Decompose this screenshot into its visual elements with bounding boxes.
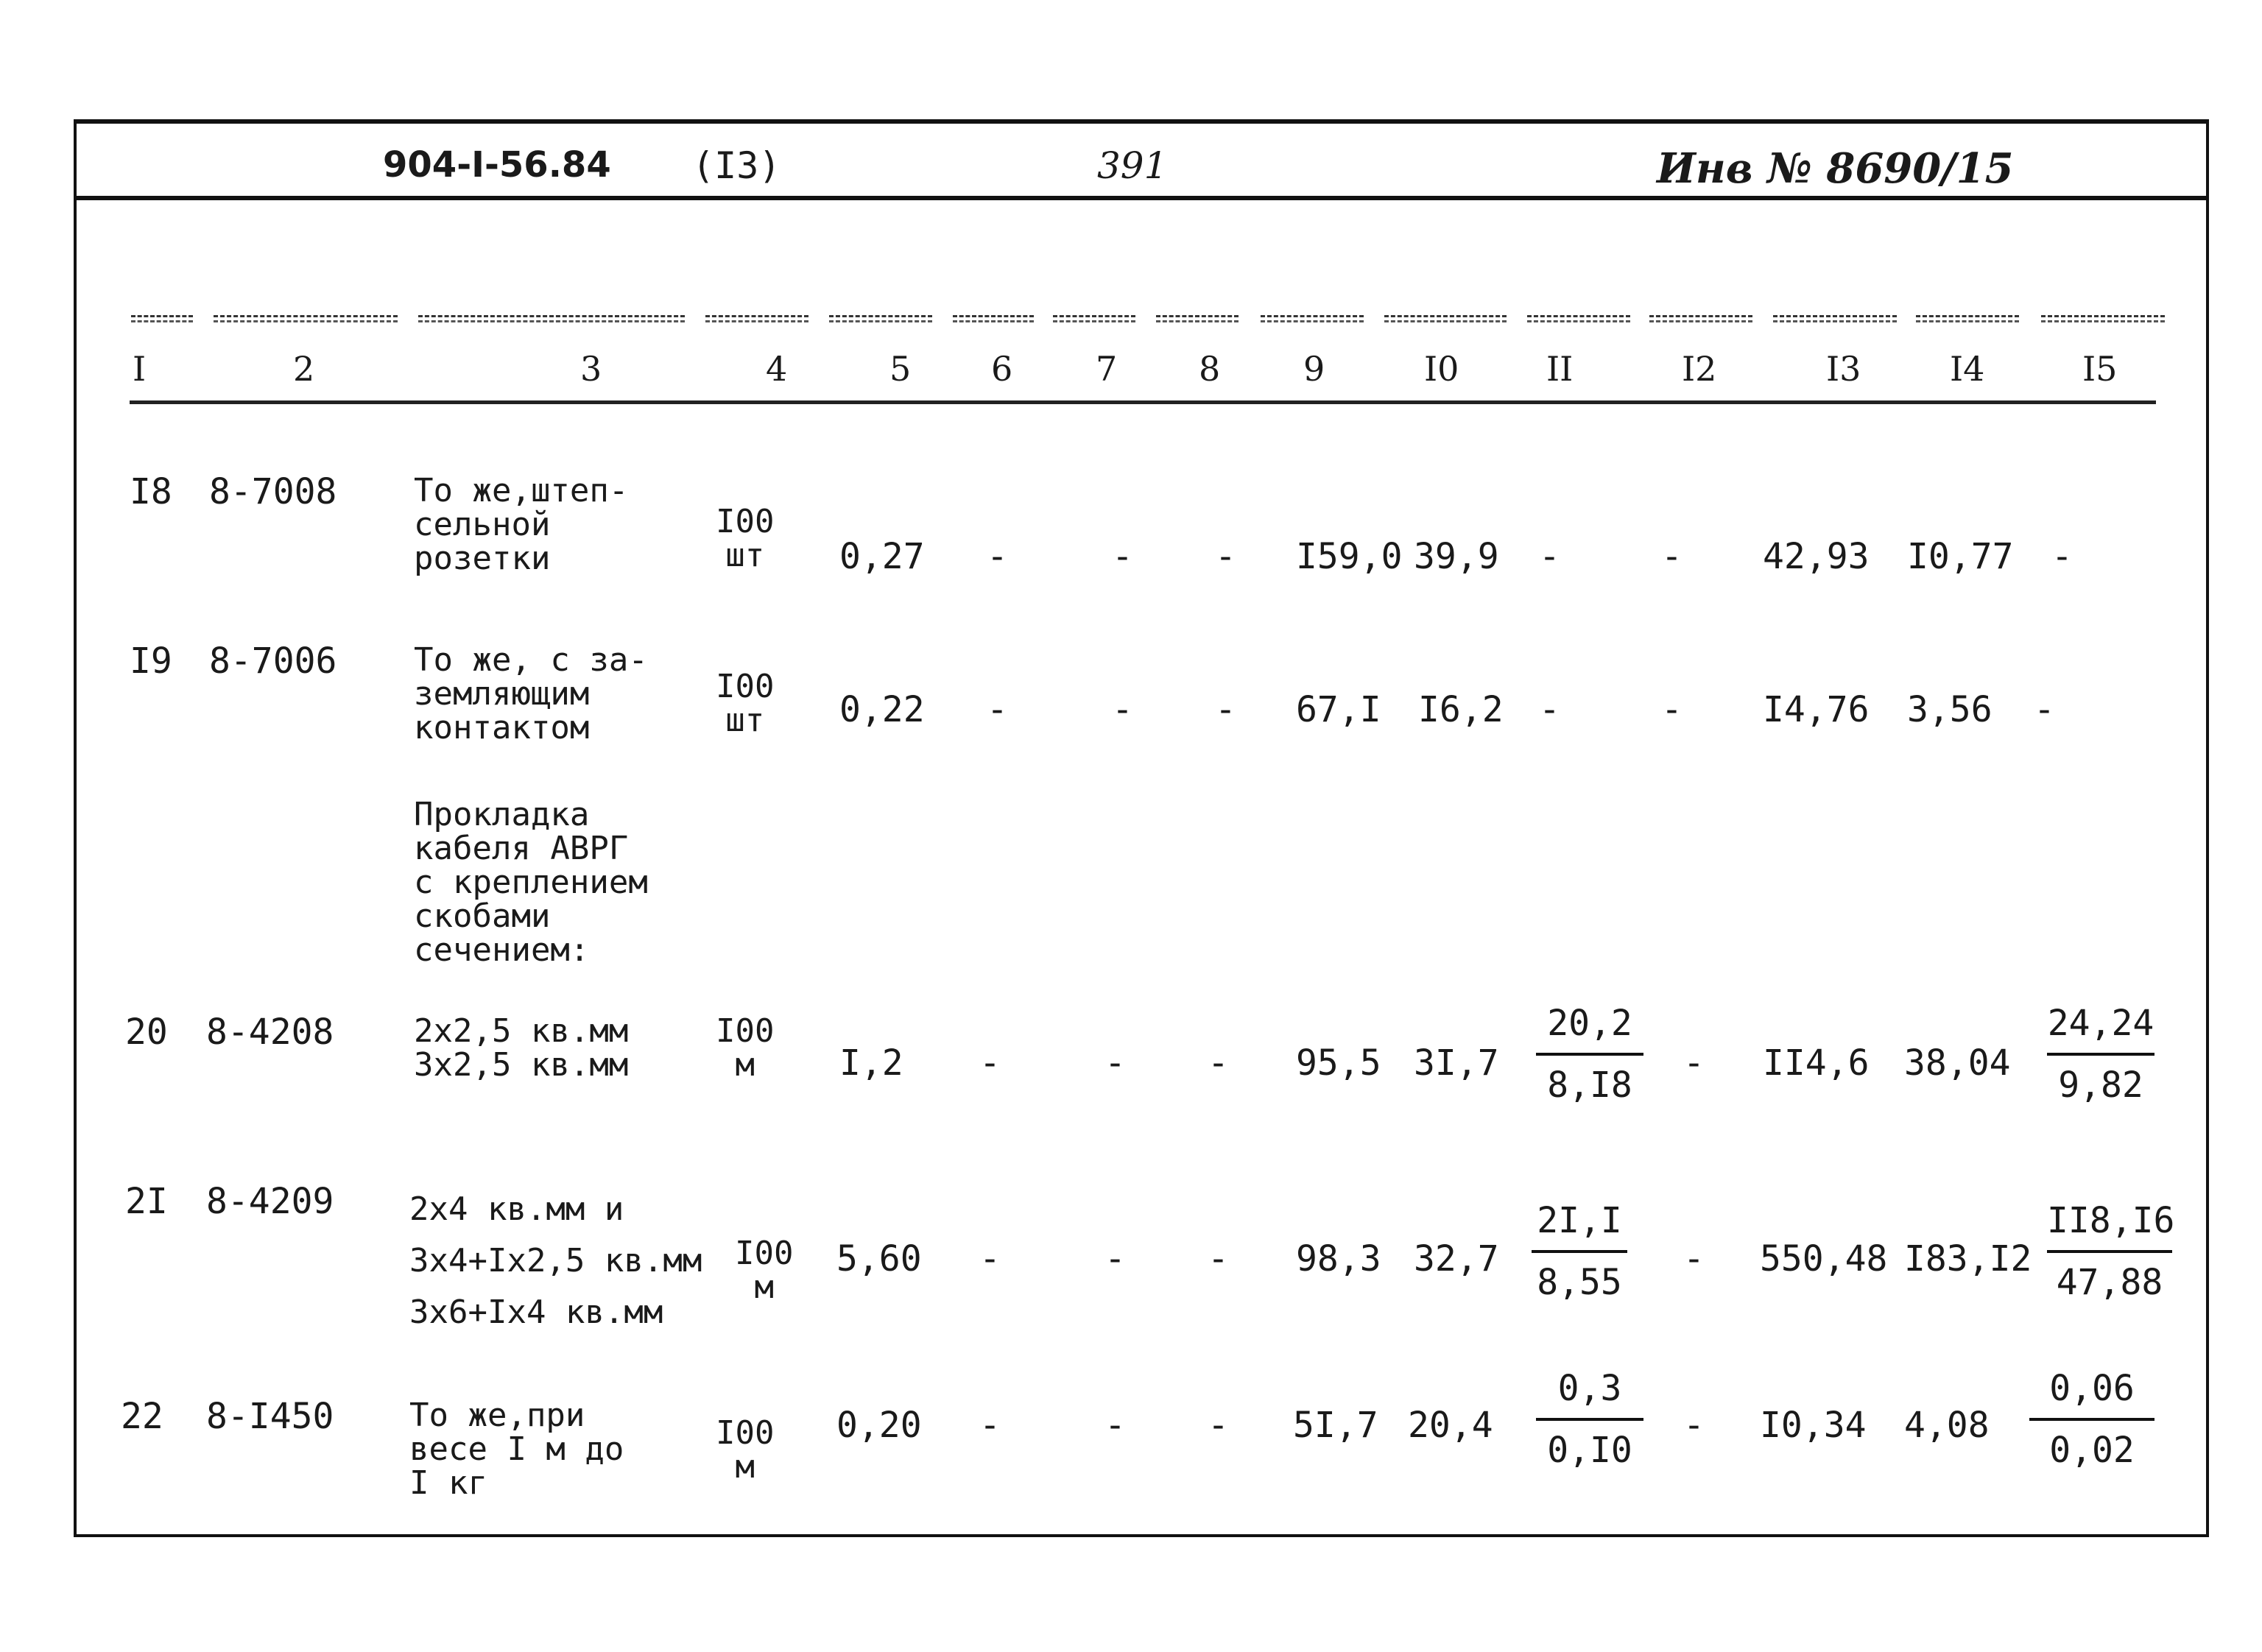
- fraction-denominator: 8,55: [1537, 1262, 1622, 1303]
- column-number: 9: [1303, 349, 1325, 389]
- quantity: 5,60: [836, 1238, 922, 1279]
- fraction-denominator: 9,82: [2058, 1065, 2143, 1106]
- work-description: То же,штеп- сельной розетки: [414, 472, 629, 577]
- column-number: 4: [766, 349, 788, 389]
- fraction-numerator: 0,06: [2049, 1368, 2135, 1409]
- col7-value: -: [1104, 1238, 1126, 1279]
- col10-value: 39,9: [1414, 536, 1499, 577]
- col9-value: 5I,7: [1293, 1405, 1378, 1446]
- document-code: 904-I-56.84: [383, 144, 611, 186]
- column-dash: [1384, 315, 1507, 322]
- col6-value: -: [979, 1238, 1001, 1279]
- work-description: 2х4 кв.мм и 3х4+Iх2,5 кв.мм 3х6+Iх4 кв.мм: [409, 1190, 702, 1331]
- col10-value: 32,7: [1414, 1238, 1499, 1279]
- work-description: То же,при весе I м до I кг: [409, 1397, 624, 1502]
- col6-value: -: [979, 1405, 1001, 1446]
- row-number: 22: [121, 1396, 163, 1437]
- col8-value: -: [1208, 1238, 1229, 1279]
- col11-value: -: [1539, 536, 1560, 577]
- column-dash: [131, 315, 193, 322]
- rate-code: 8-4208: [206, 1012, 334, 1053]
- column-number: 2: [293, 349, 315, 389]
- fraction-bar: [1536, 1053, 1643, 1056]
- col7-value: -: [1104, 1042, 1126, 1084]
- col9-value: 98,3: [1296, 1238, 1381, 1279]
- rate-code: 8-I450: [206, 1396, 334, 1437]
- col8-value: -: [1208, 1405, 1229, 1446]
- column-dash: [1527, 315, 1630, 322]
- column-number: I5: [2082, 349, 2118, 389]
- col8-value: -: [1215, 536, 1236, 577]
- column-dash: [829, 315, 932, 322]
- column-number: I0: [1424, 349, 1459, 389]
- quantity: 0,22: [839, 689, 925, 730]
- row-number: 2I: [125, 1181, 168, 1222]
- col13-value: 42,93: [1763, 536, 1870, 577]
- fraction-numerator: 2I,I: [1537, 1200, 1622, 1241]
- col6-value: -: [979, 1042, 1001, 1084]
- quantity: 0,20: [836, 1405, 922, 1446]
- row-number: 20: [125, 1012, 168, 1053]
- column-number: 3: [580, 349, 602, 389]
- col14-value: I0,77: [1907, 536, 2014, 577]
- work-description: То же, с за- земляющим контактом: [414, 641, 648, 746]
- col7-value: -: [1112, 689, 1133, 730]
- quantity: I,2: [839, 1042, 903, 1084]
- inventory-number: Инв № 8690/15: [1657, 144, 2014, 193]
- row-number: I9: [130, 640, 172, 682]
- fraction-bar: [1532, 1250, 1627, 1253]
- col15-fraction: [2029, 1368, 2154, 1471]
- fraction-denominator: 47,88: [2056, 1262, 2163, 1303]
- column-dash: [705, 315, 808, 322]
- col9-value: 95,5: [1296, 1042, 1381, 1084]
- col11-fraction: [1536, 1003, 1643, 1106]
- col8-value: -: [1215, 689, 1236, 730]
- col11-fraction: [1536, 1368, 1643, 1471]
- col13-value: 550,48: [1760, 1238, 1888, 1279]
- unit-of-measure: I00 м: [716, 1414, 775, 1486]
- col14-value: 3,56: [1907, 689, 1993, 730]
- col7-value: -: [1112, 536, 1133, 577]
- col14-value: I83,I2: [1904, 1238, 2032, 1279]
- col10-value: 3I,7: [1414, 1042, 1499, 1084]
- column-dash: [418, 315, 685, 322]
- work-description: 2х2,5 кв.мм 3х2,5 кв.мм: [414, 1012, 629, 1084]
- fraction-bar: [1536, 1418, 1643, 1421]
- column-dash: [1053, 315, 1135, 322]
- fraction-denominator: 0,I0: [1547, 1430, 1632, 1471]
- header-divider: [74, 196, 2209, 200]
- col15-fraction: [2047, 1200, 2175, 1303]
- column-number: I: [133, 349, 147, 389]
- col6-value: -: [987, 689, 1008, 730]
- col11-fraction: [1532, 1200, 1627, 1303]
- col9-value: 67,I: [1296, 689, 1381, 730]
- column-dash: [1916, 315, 2019, 322]
- col12-value: -: [1683, 1238, 1705, 1279]
- col14-value: 38,04: [1904, 1042, 2011, 1084]
- column-dash: [1156, 315, 1239, 322]
- rate-code: 8-7006: [209, 640, 337, 682]
- column-number: I3: [1826, 349, 1861, 389]
- col12-value: -: [1661, 536, 1683, 577]
- fraction-numerator: II8,I6: [2047, 1200, 2175, 1241]
- fraction-numerator: 24,24: [2047, 1003, 2154, 1044]
- header-rule: [130, 400, 2156, 404]
- col12-value: -: [1683, 1042, 1705, 1084]
- page-number: 391: [1097, 144, 1168, 187]
- column-number: 5: [889, 349, 912, 389]
- fraction-numerator: 0,3: [1557, 1368, 1622, 1409]
- row-number: I8: [130, 471, 172, 512]
- column-number: 6: [991, 349, 1013, 389]
- col12-value: -: [1683, 1405, 1705, 1446]
- col7-value: -: [1104, 1405, 1126, 1446]
- column-dash: [214, 315, 398, 322]
- fraction-denominator: 8,I8: [1547, 1065, 1632, 1106]
- fraction-bar: [2047, 1250, 2172, 1253]
- col15-value: -: [2051, 536, 2073, 577]
- col6-value: -: [987, 536, 1008, 577]
- col9-value: I59,0: [1296, 536, 1403, 577]
- column-dash: [1261, 315, 1364, 322]
- fraction-bar: [2029, 1418, 2154, 1421]
- unit-of-measure: I00 шт: [716, 668, 775, 739]
- section-number: (I3): [692, 144, 781, 187]
- column-number: 8: [1199, 349, 1221, 389]
- col13-value: I4,76: [1763, 689, 1870, 730]
- rate-code: 8-4209: [206, 1181, 334, 1222]
- group-heading: Прокладка кабеля АВРГ с креплением скобами сечением:: [414, 796, 648, 969]
- unit-of-measure: I00 шт: [716, 503, 775, 574]
- column-dash: [2041, 315, 2165, 322]
- col13-value: II4,6: [1763, 1042, 1870, 1084]
- column-number: II: [1546, 349, 1574, 389]
- column-dash: [1773, 315, 1897, 322]
- col10-value: 20,4: [1408, 1405, 1493, 1446]
- rate-code: 8-7008: [209, 471, 337, 512]
- col12-value: -: [1661, 689, 1683, 730]
- col15-value: -: [2034, 689, 2055, 730]
- fraction-numerator: 20,2: [1547, 1003, 1632, 1044]
- column-number: I2: [1682, 349, 1717, 389]
- column-dash: [953, 315, 1034, 322]
- col10-value: I6,2: [1418, 689, 1504, 730]
- fraction-bar: [2047, 1053, 2154, 1056]
- col13-value: I0,34: [1760, 1405, 1867, 1446]
- unit-of-measure: I00 м: [735, 1235, 794, 1306]
- col8-value: -: [1208, 1042, 1229, 1084]
- col14-value: 4,08: [1904, 1405, 1990, 1446]
- column-number: I4: [1950, 349, 1985, 389]
- col11-value: -: [1539, 689, 1560, 730]
- quantity: 0,27: [839, 536, 925, 577]
- unit-of-measure: I00 м: [716, 1012, 775, 1084]
- page-frame: [74, 119, 2209, 1537]
- column-number: 7: [1096, 349, 1118, 389]
- column-dash: [1649, 315, 1752, 322]
- col15-fraction: [2047, 1003, 2154, 1106]
- fraction-denominator: 0,02: [2049, 1430, 2135, 1471]
